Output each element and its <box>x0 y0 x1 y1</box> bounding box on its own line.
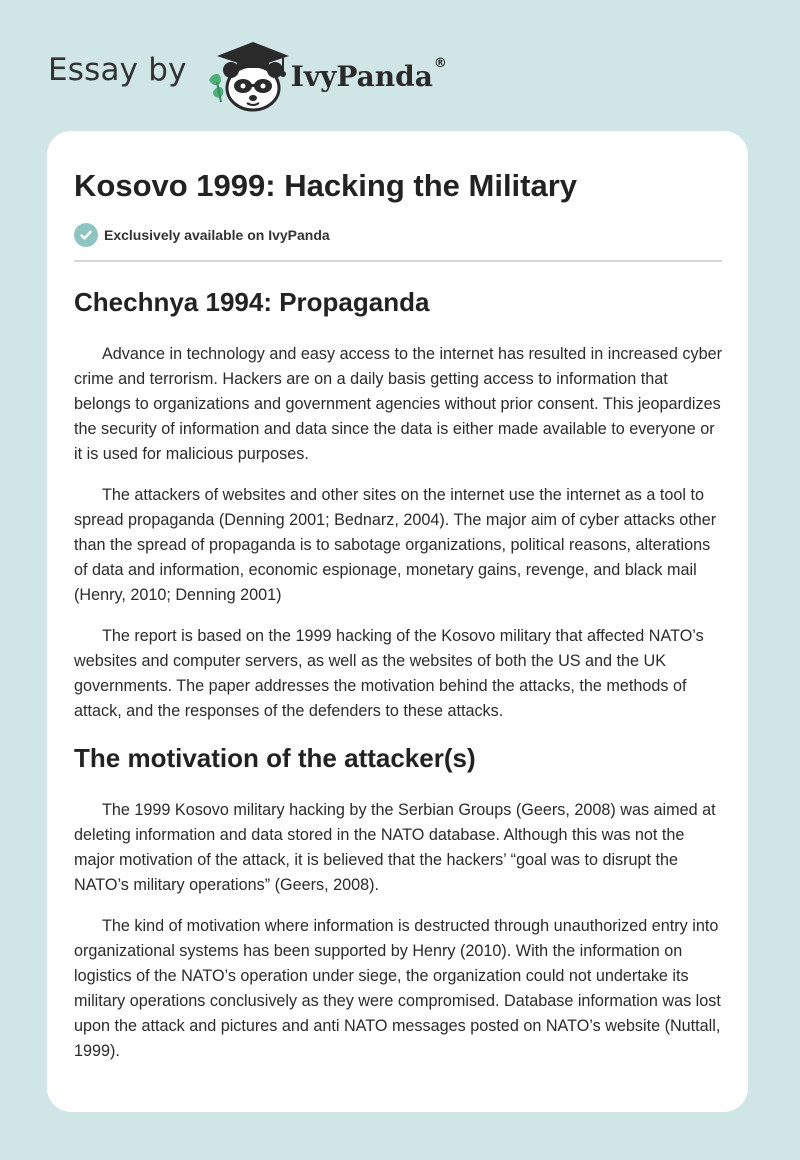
essay-title: Kosovo 1999: Hacking the Military <box>74 168 578 203</box>
exclusive-badge-text: Exclusively available on IvyPanda <box>104 227 330 243</box>
panda-graduation-cap-icon[interactable] <box>205 36 289 112</box>
divider <box>74 260 722 262</box>
check-circle-icon <box>74 223 98 247</box>
section-heading: The motivation of the attacker(s) <box>74 743 476 773</box>
section-heading: Chechnya 1994: Propaganda <box>74 287 430 317</box>
site-header <box>48 34 447 114</box>
paragraph: Advance in technology and easy access to the internet has resulted in increased cyber crime and terrorism. Hackers are on a daily basis getting access to information that belongs to organizations and government agencies without prior consent. This jeopardizes the security of information and data since the data is either made available to everyone or it is used for malicious purposes. <box>74 345 722 463</box>
brand-name-text: IvyPanda <box>290 59 433 93</box>
section-chechnya-propaganda <box>74 286 722 724</box>
registered-mark: ® <box>433 55 447 71</box>
section-attacker-motivation <box>74 742 722 1064</box>
exclusive-badge <box>74 222 722 248</box>
essay-card <box>47 131 748 1112</box>
brand-name[interactable] <box>290 55 447 93</box>
paragraph: The 1999 Kosovo military hacking by the Serbian Groups (Geers, 2008) was aimed at deleting information and data stored in the NATO database. Although this was not the major motivation of the attack, it is believed that the hackers’ “goal was to disrupt the NATO’s military operations” (Geers, 2008). <box>74 801 716 894</box>
paragraph: The kind of motivation where information is destructed through unauthorized entry into organizational systems has been supported by Henry (2010). With the information on logistics of the NATO’s operation under siege, the organization could not undertake its military operations conclusively as they were compromised. Database information was lost upon the attack and pictures and anti NATO messages posted on NATO’s website (Nuttall, 1999). <box>74 917 721 1060</box>
paragraph: The attackers of websites and other sites on the internet use the internet as a tool to spread propaganda (Denning 2001; Bednarz, 2004). The major aim of cyber attacks other than the spread of propaganda is to sabotage organizations, political reasons, alterations of data and information, economic espionage, monetary gains, revenge, and black mail (Henry, 2010; Denning 2001) <box>74 486 717 604</box>
paragraph: The report is based on the 1999 hacking of the Kosovo military that affected NATO’s websites and computer servers, as well as the websites of both the US and the UK governments. The paper addresses the motivation behind the attacks, the methods of attack, and the responses of the defenders to these attacks. <box>74 627 704 720</box>
brand-prefix: Essay by <box>48 52 187 88</box>
